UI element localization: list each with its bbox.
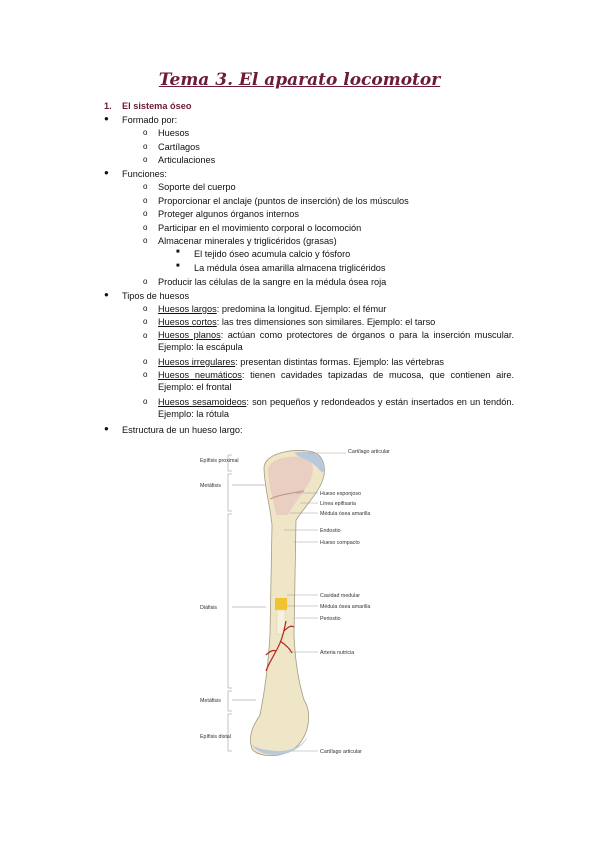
list-item: Cartílagos: [158, 142, 200, 152]
list-item: Proteger algunos órganos internos: [158, 209, 299, 219]
bone-type-text: : predomina la longitud. Ejemplo: el fémur: [216, 304, 387, 314]
label-arteria-nutricia: Arteria nutricia: [320, 650, 355, 656]
circle-bullet-icon: o: [143, 128, 148, 137]
list-item: Almacenar minerales y triglicéridos (grasas): [158, 236, 337, 246]
circle-bullet-icon: o: [143, 370, 148, 379]
list-item: Soporte del cuerpo: [158, 182, 236, 192]
bullet-icon: ●: [104, 114, 109, 123]
circle-bullet-icon: o: [143, 196, 148, 205]
bone-type-text: : presentan distintas formas. Ejemplo: las vértebras: [235, 357, 444, 367]
bone-type-text: : tienen cavidades tapizadas de mucosa, que contienen aire. Ejemplo: el frontal: [158, 370, 514, 392]
list-item: Articulaciones: [158, 155, 216, 165]
circle-bullet-icon: o: [143, 304, 148, 313]
circle-bullet-icon: o: [143, 223, 148, 232]
section-heading: El sistema óseo: [122, 101, 192, 111]
label-epifisis-distal: Epífisis distal: [200, 734, 231, 740]
bone-type-term: Huesos largos: [158, 304, 217, 314]
circle-bullet-icon: o: [143, 277, 148, 286]
estructura-label: Estructura de un hueso largo:: [122, 425, 243, 435]
label-medula-osea-amarilla: Médula ósea amarilla: [320, 511, 371, 517]
label-hueso-compacto: Hueso compacto: [320, 540, 360, 546]
label-cartilago-articular: Cartílago articular: [348, 449, 390, 455]
label-cavidad-medular: Cavidad medular: [320, 593, 361, 599]
bone-type-text: : las tres dimensiones son similares. Ejemplo: el tarso: [216, 317, 436, 327]
square-bullet-icon: ■: [176, 249, 180, 255]
bullet-icon: ●: [104, 168, 109, 177]
bone-type-item: [158, 329, 514, 353]
label-linea-epifisaria: Línea epifisaria: [320, 501, 356, 507]
label-epifisis-proximal: Epífisis proximal: [200, 458, 239, 464]
circle-bullet-icon: o: [143, 397, 148, 406]
label-diafisis: Diáfisis: [200, 605, 218, 611]
funciones-label: Funciones:: [122, 169, 167, 179]
sub-list-item: El tejido óseo acumula calcio y fósforo: [194, 249, 351, 259]
section-number: 1.: [104, 101, 112, 111]
sub-list-item: La médula ósea amarilla almacena triglicéridos: [194, 263, 386, 273]
bone-type-item: [158, 316, 435, 328]
long-bone-diagram: [196, 445, 406, 765]
label-metafisis-distal: Metáfisis: [200, 698, 221, 704]
bone-type-item: [158, 303, 386, 315]
circle-bullet-icon: o: [143, 209, 148, 218]
bullet-icon: ●: [104, 290, 109, 299]
label-hueso-esponjoso: Hueso esponjoso: [320, 491, 361, 497]
list-item: Producir las células de la sangre en la médula ósea roja: [158, 277, 387, 287]
formado-label: Formado por:: [122, 115, 178, 125]
bone-type-item: [158, 396, 514, 420]
bone-type-term: Huesos irregulares: [158, 357, 236, 367]
tipos-label: Tipos de huesos: [122, 291, 190, 301]
circle-bullet-icon: o: [143, 357, 148, 366]
circle-bullet-icon: o: [143, 331, 148, 340]
yellow-marrow: [275, 598, 287, 610]
bone-type-text: : son pequeños y redondeados y están insertados en un tendón. Ejemplo: la rótula: [158, 397, 514, 419]
list-item: Proporcionar el anclaje (puntos de inserción) de los músculos: [158, 196, 409, 206]
circle-bullet-icon: o: [143, 155, 148, 164]
bone-type-term: Huesos neumáticos: [158, 370, 242, 380]
list-item: Huesos: [158, 128, 190, 138]
list-item: Participar en el movimiento corporal o locomoción: [158, 223, 362, 233]
circle-bullet-icon: o: [143, 317, 148, 326]
label-metafisis: Metáfisis: [200, 483, 221, 489]
label-periostio: Periostio: [320, 616, 341, 622]
bullet-icon: ●: [104, 424, 109, 433]
circle-bullet-icon: o: [143, 236, 148, 245]
label-endostio: Endostio: [320, 528, 341, 534]
circle-bullet-icon: o: [143, 182, 148, 191]
bone-type-text: : actúan como protectores de órganos o para la inserción muscular. Ejemplo: la escápula: [158, 330, 514, 352]
circle-bullet-icon: o: [143, 142, 148, 151]
square-bullet-icon: ■: [176, 263, 180, 269]
bone-type-item: [158, 369, 514, 393]
bone-type-term: Huesos planos: [158, 330, 221, 340]
bone-type-term: Huesos cortos: [158, 317, 217, 327]
page-title: Tema 3. El aparato locomotor: [158, 70, 441, 90]
label-medula-osea-amarilla-2: Médula ósea amarilla: [320, 604, 371, 610]
bone-type-term: Huesos sesamoideos: [158, 397, 247, 407]
label-cartilago-articular-distal: Cartílago articular: [320, 749, 362, 755]
bone-type-item: [158, 356, 444, 368]
